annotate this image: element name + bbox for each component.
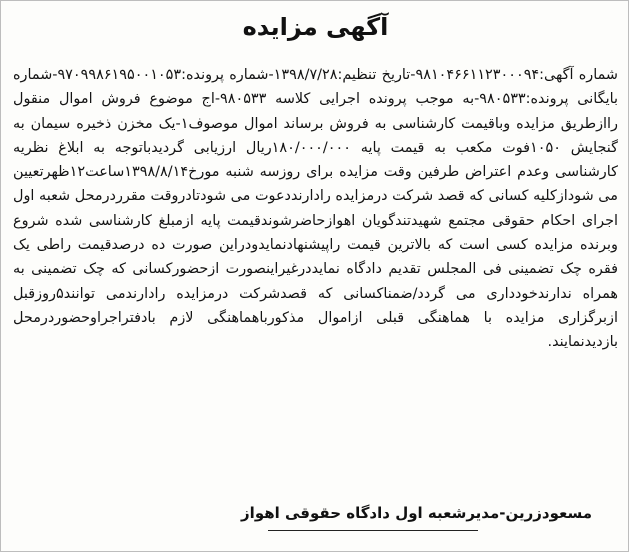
signature-underline [268,530,478,531]
notice-signature: مسعودزرین-مدیرشعبه اول دادگاه حقوقی اهواز [241,504,592,522]
notice-title: آگهی مزایده [242,13,389,41]
notice-body: شماره آگهی:۹۸۱۰۴۶۶۱۱۲۳۰۰۰۹۴-تاریخ تنظیم:۱۳۹۸/۷/۲۸-شماره پرونده:۹۷۰۹۹۸۶۱۹۵۰۰۱۰۵۳-شماره بایگانی پرونده:۹۸۰۵۳۳-به موجب پرونده اجرایی کلاسه ۹۸۰۵۳۳-اج موضوع فروش اموال منقول رااز‌طریق مزایده وبا‌قیمت کارشناسی به فروش برساند اموال موصوف۱-یک مخزن ذخیره سیمان به گنجایش ۱۰۵۰فوت مکعب به قیمت پایه ۱۸۰/۰۰۰/۰۰۰ریال ارزیابی گردیدباتوجه به ابلاغ نظریه کارشناسی وعدم اعتراض طرفین وقت مزایده برای روزسه شنبه مورخ۱۳۹۸/۸/۱۴ساعت۱۲ظهر‌تعیین می شوداز‌کلیه کسانی که قصد شرکت درمزایده رادارندد‌عوت می شودتادر‌وقت مقرردرمحل شعبه اول اجرای احکام حقوقی مجتمع شهیدتندگویان اهوازحاضرشوندقیمت پایه ازمبلغ کارشناسی شده شروع وبرنده مزایده کسی است که بالاترین قیمت راپیشنهادنمایدودراین صورت ده درصدقیمت راطی یک فقره چک تضمینی فی المجلس تقدیم دادگاه نمایددرغیراینصورت ازحضورکسانی که چک تضمینی به همراه ندارندخودداری می گردد/ضمناکسانی که قصدشرکت درمزایده رادارندمی توانند۵روزقبل ازبرگزاری مزایده با هماهنگی قبلی ازاموال مذکورباهماهنگی لازم بادفتراجراوحضوردرمحل بازدیدنمایند. [13,67,619,351]
